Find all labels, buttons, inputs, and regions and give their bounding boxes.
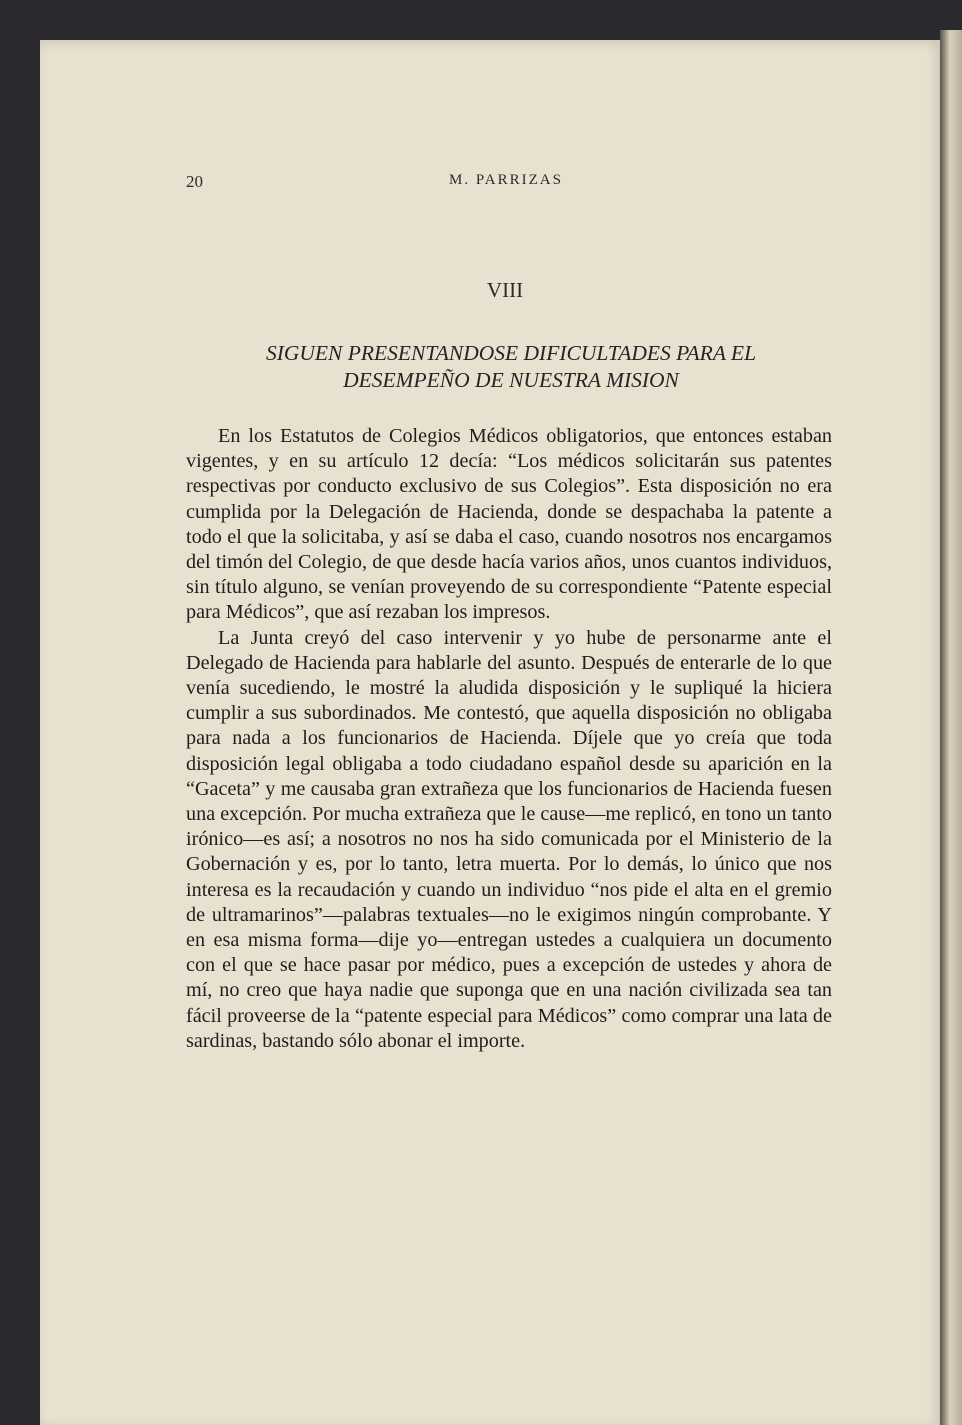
paragraph: La Junta creyó del caso intervenir y yo hube de personarme ante el Delegado de Hacienda para hablarle del asunto. Después de enterarle de lo que venía sucediendo, le mostré la aludida disposición y le supliqué la hiciera cumplir a sus subordinados. Me contestó, que aquella disposición no obligaba para nada a los funcionarios de Hacienda. Díjele que yo creía que toda disposición legal obligaba a todo ciudadano español desde su aparición en la “Gaceta” y me causaba gran extrañeza que los funcionarios de Hacienda fuesen una excepción. Por mucha extrañeza que le cause—me replicó, en tono un tanto irónico—es así; a nosotros no nos ha sido comunicada por el Ministerio de la Gobernación y es, por lo tanto, letra muerta. Por lo demás, lo único que nos interesa es la recaudación y cuando un individuo “nos pide el alta en el gremio de ultramarinos”—palabras textuales—no le exigimos ningún comprobante. Y en esa misma forma—dije yo—entregan ustedes a cualquiera un documento con el que se hace pasar por médico, pues a excepción de ustedes y ahora de mí, no creo que haya nadie que suponga que en una nación civilizada sea tan fácil proveerse de la “patente especial para Médicos” como comprar una lata de sardinas, bastando sólo abonar el importe. (186, 626, 832, 1052)
book-spine-edge (940, 30, 962, 1425)
body-text (186, 424, 832, 1054)
chapter-number: VIII (486, 278, 524, 302)
running-head (186, 172, 826, 196)
chapter-title (186, 340, 836, 394)
page-number: 20 (186, 172, 203, 191)
chapter-title-line-1: SIGUEN PRESENTANDOSE DIFICULTADES PARA EL (265, 341, 757, 365)
running-title: M. PARRIZAS (449, 172, 563, 188)
paragraph: En los Estatutos de Colegios Médicos obligatorios, que entonces estaban vigentes, y en su artículo 12 decía: “Los médicos solicitarán sus patentes respectivas por conducto exclusivo de sus Colegios”. Esta disposición no era cumplida por la Delegación de Hacienda, donde se despachaba la patente a todo el que la solicitaba, y así se daba el caso, cuando nosotros nos encargamos del timón del Colegio, de que desde hacía varios años, unos cuantos individuos, sin título alguno, se venían proveyendo de su correspondiente “Patente especial para Médicos”, que así rezaban los impresos. (186, 425, 832, 624)
chapter-title-line-2: DESEMPEÑO DE NUESTRA MISION (343, 368, 679, 392)
